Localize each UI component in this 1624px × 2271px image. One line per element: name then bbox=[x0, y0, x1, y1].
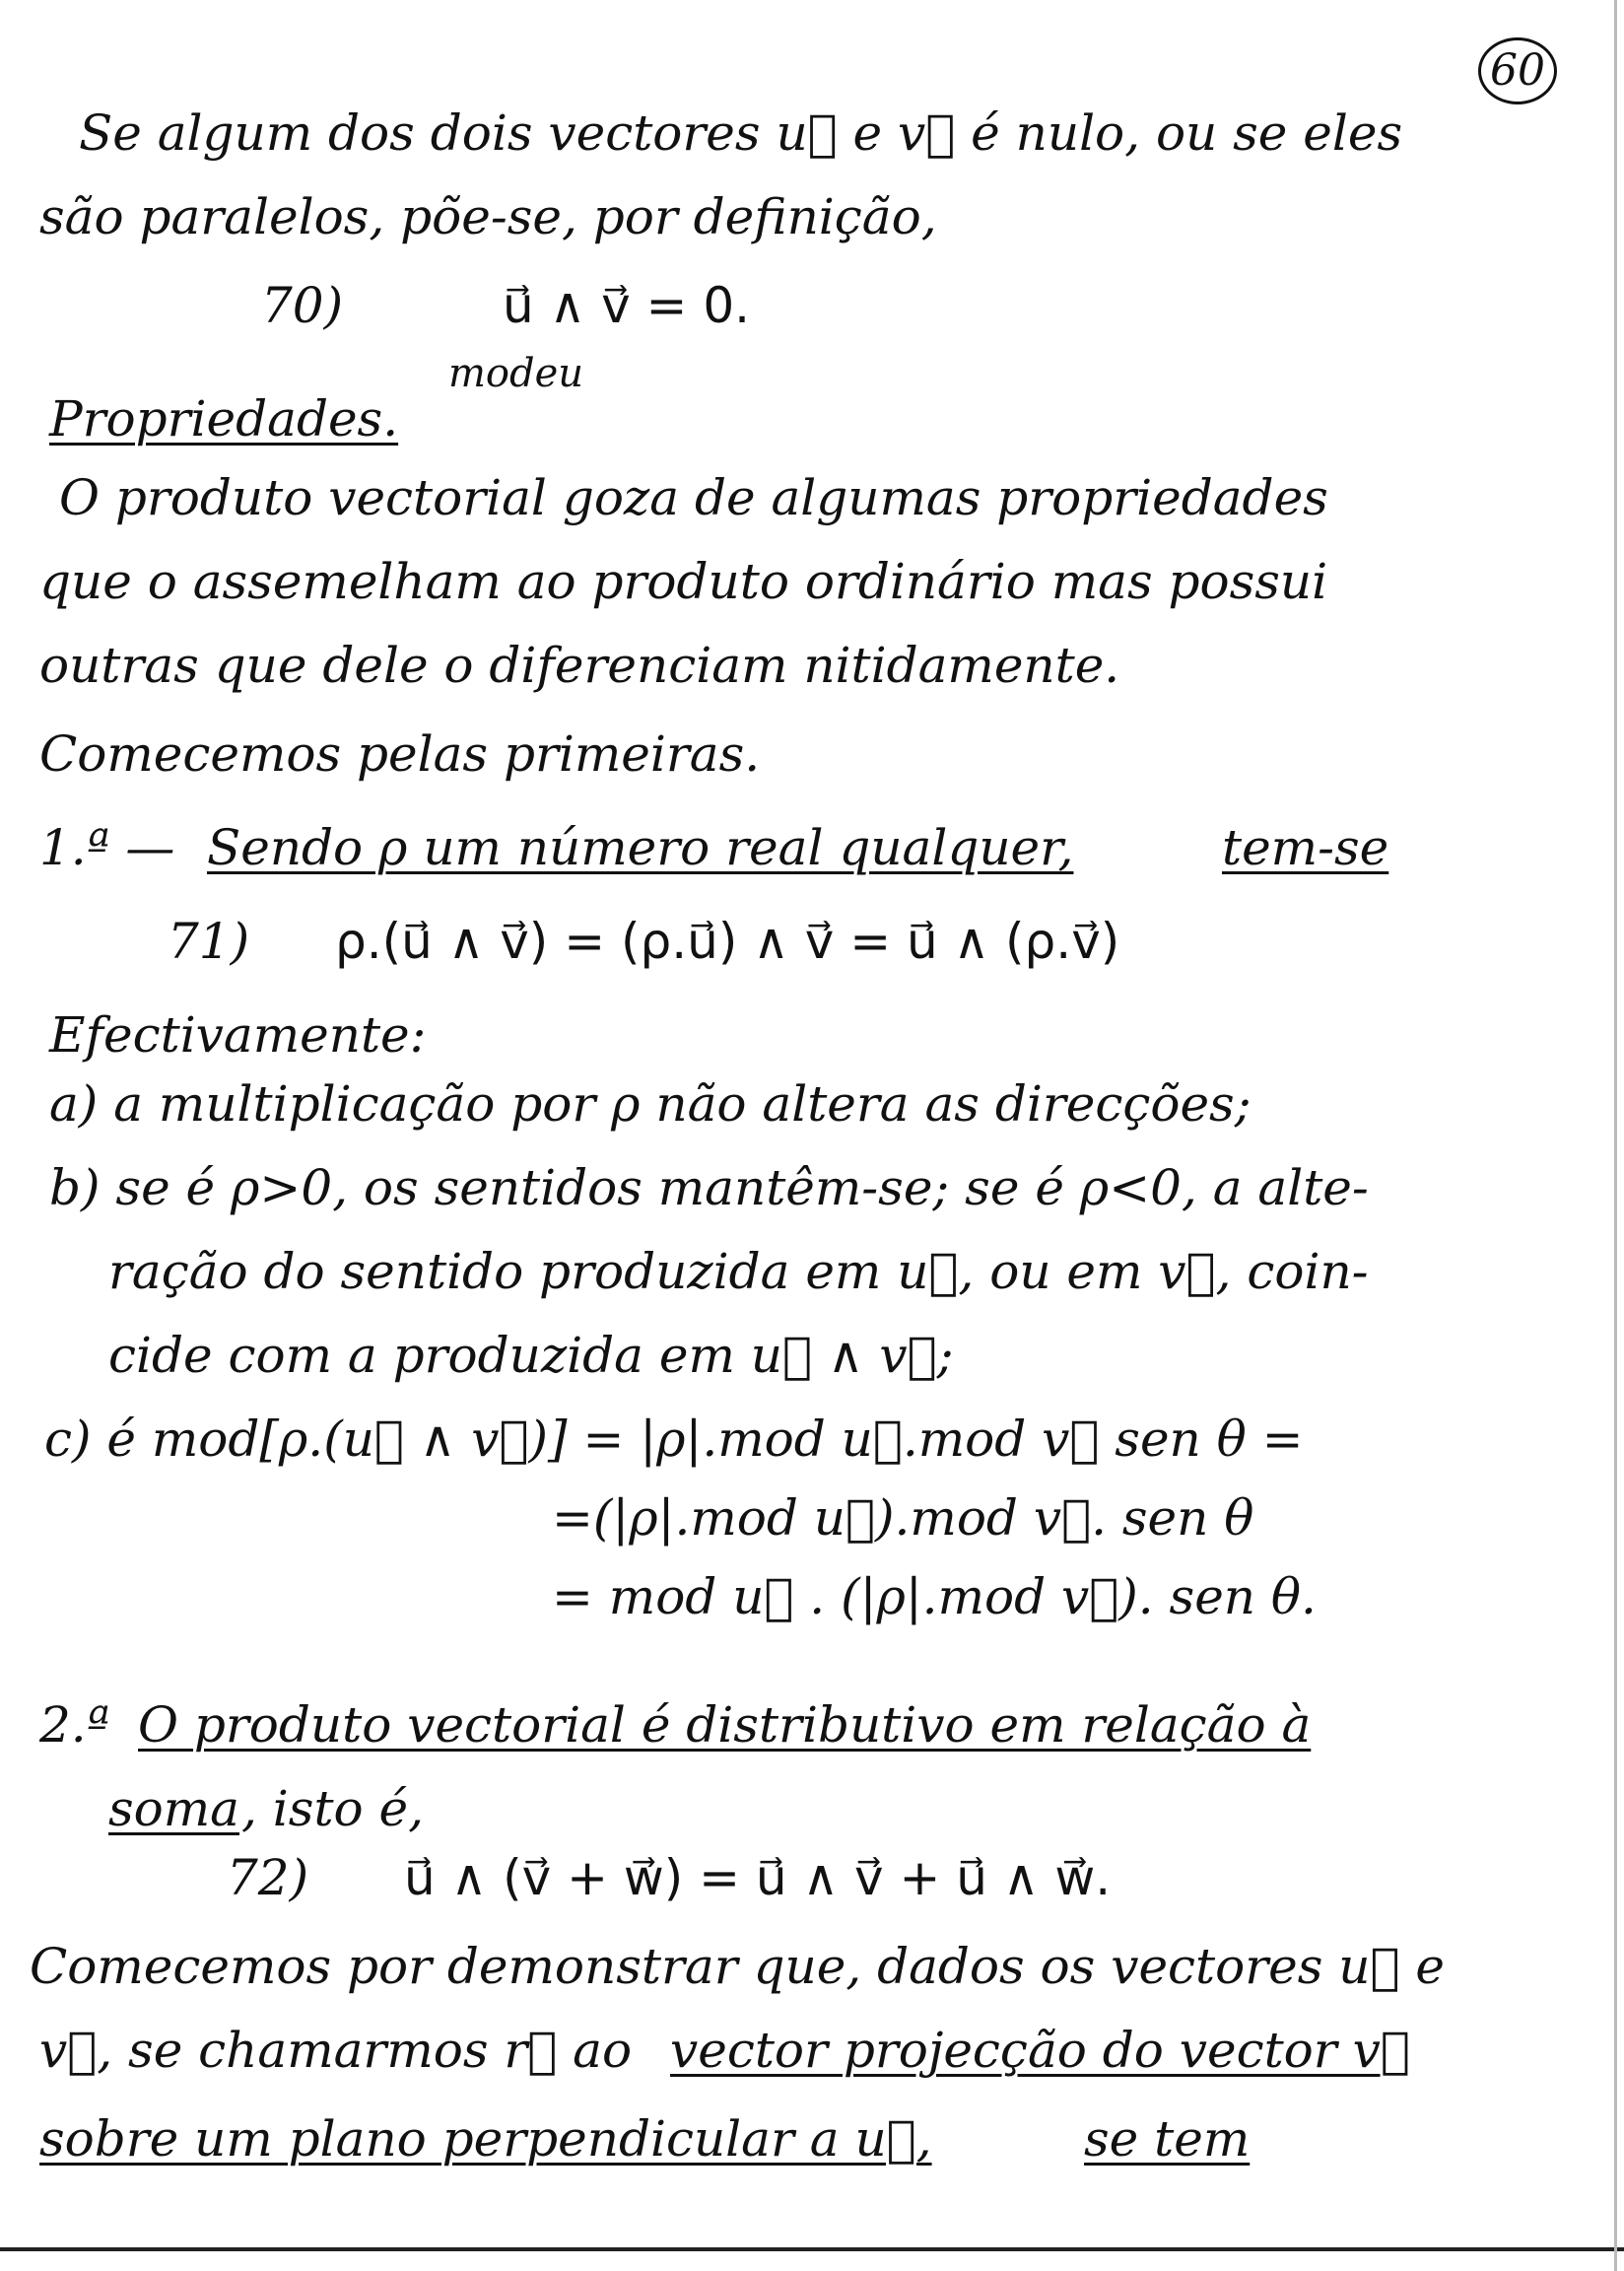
underlined-phrase: sobre um plano perpendicular a u⃗, bbox=[39, 2110, 932, 2168]
item-c-continued: =(|ρ|.mod u⃗).mod v⃗. sen θ bbox=[552, 1489, 1254, 1547]
item-b-continued: ração do sentido produzida em u⃗, ou em v⃗, coin- bbox=[108, 1243, 1369, 1300]
text-fragment: , isto é, bbox=[241, 1780, 425, 1837]
item-a: a) a multiplicação por ρ não altera as direcções; bbox=[49, 1075, 1252, 1133]
text-line: O produto vectorial goza de algumas propriedades bbox=[59, 469, 1328, 526]
equation-70: u⃗ ∧ v⃗ = 0. bbox=[503, 277, 751, 334]
property-1-tail: tem-se bbox=[1222, 819, 1389, 876]
page-number: 60 bbox=[1478, 37, 1557, 104]
item-c-continued: = mod u⃗ . (|ρ|.mod v⃗). sen θ. bbox=[552, 1568, 1317, 1625]
text-line: são paralelos, põe-se, por definição, bbox=[39, 188, 937, 245]
text-line: outras que dele o diferenciam nitidamente. bbox=[39, 637, 1120, 694]
margin-annotation: modeu bbox=[448, 351, 584, 396]
underlined-phrase: vector projecção do vector v⃗ bbox=[670, 2022, 1410, 2079]
equation-label: 70) bbox=[261, 277, 344, 334]
text-fragment: v⃗, se chamarmos r⃗ ao bbox=[39, 2022, 633, 2079]
property-number: 1.ª — bbox=[39, 819, 175, 876]
underlined-phrase: se tem bbox=[1084, 2110, 1251, 2168]
scan-bottom-edge bbox=[0, 2247, 1624, 2251]
text-line: Se algum dos dois vectores u⃗ e v⃗ é nulo, ou se eles bbox=[79, 104, 1403, 162]
item-c: c) é mod[ρ.(u⃗ ∧ v⃗)] = |ρ|.mod u⃗.mod v⃗ sen θ = bbox=[44, 1411, 1304, 1468]
equation-72: u⃗ ∧ (v⃗ + w⃗) = u⃗ ∧ v⃗ + u⃗ ∧ w⃗. bbox=[404, 1849, 1112, 1906]
equation-71: ρ.(u⃗ ∧ v⃗) = (ρ.u⃗) ∧ v⃗ = u⃗ ∧ (ρ.v⃗) bbox=[335, 913, 1120, 970]
text-line: Comecemos por demonstrar que, dados os vectores u⃗ e bbox=[30, 1938, 1445, 1995]
scan-right-edge bbox=[1614, 0, 1617, 2271]
text-line: Efectivamente: bbox=[49, 1006, 427, 1064]
equation-label: 71) bbox=[168, 913, 250, 970]
text-line: Comecemos pelas primeiras. bbox=[39, 725, 761, 783]
property-2-statement: O produto vectorial é distributivo em relação à bbox=[138, 1696, 1312, 1754]
property-1-statement: Sendo ρ um número real qualquer, bbox=[207, 819, 1074, 876]
property-2-soma: soma bbox=[108, 1780, 239, 1837]
equation-label: 72) bbox=[227, 1849, 309, 1906]
item-b-continued: cide com a produzida em u⃗ ∧ v⃗; bbox=[108, 1327, 954, 1384]
property-number: 2.ª bbox=[39, 1696, 110, 1754]
section-heading: Propriedades. bbox=[49, 390, 399, 447]
text-line: que o assemelham ao produto ordinário mas possui bbox=[39, 553, 1328, 610]
item-b: b) se é ρ>0, os sentidos mantêm-se; se é ρ<0, a alte- bbox=[49, 1159, 1369, 1216]
